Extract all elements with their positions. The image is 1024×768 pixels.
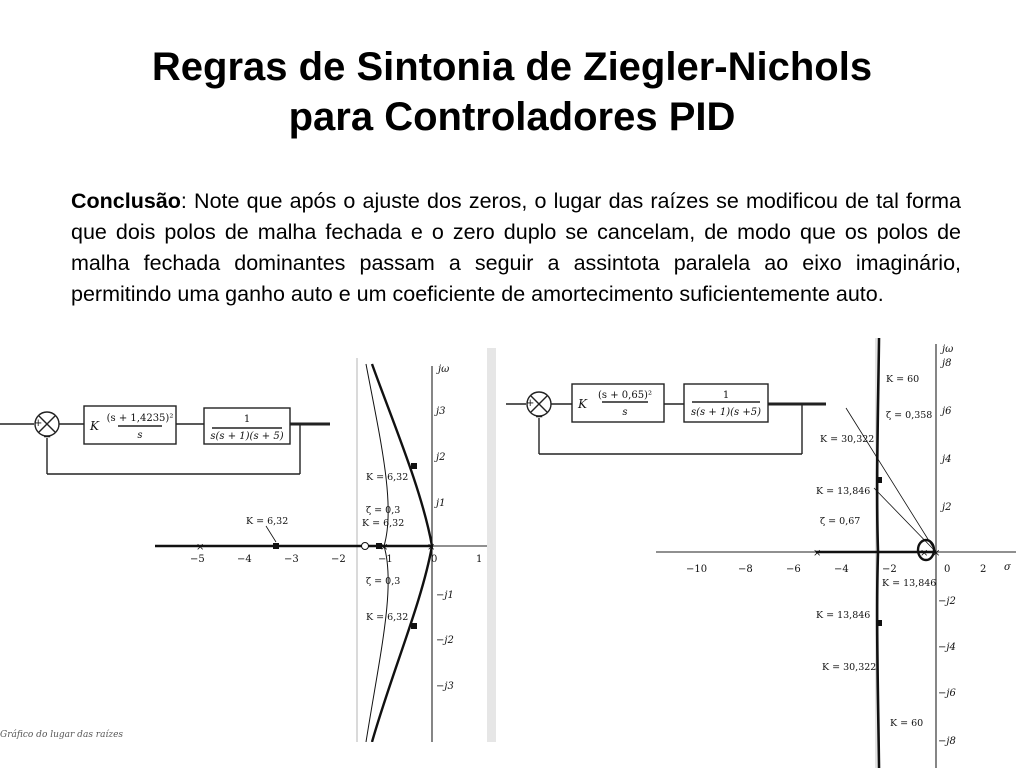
left-y-tick: j1 [436,498,446,509]
right-controller-k: K [578,397,587,411]
right-label-k13-bottom: K = 13,846 [816,610,871,621]
right-label-k60-top: K = 60 [886,374,920,385]
left-label-k-real: K = 6,32 [246,516,289,527]
left-label-zeta-upper: ζ = 0,3 [366,505,401,516]
left-x-tick: 1 [476,554,483,565]
left-controller-k: K [90,419,99,433]
left-y-tick: −j2 [436,635,454,646]
left-sum-plus: + [34,418,43,429]
left-label-k-upper-axis: K = 6,32 [362,518,405,529]
right-y-tick: j2 [942,502,952,513]
left-plant-num: 1 [243,414,251,425]
left-x-tick: −1 [378,554,393,565]
title-line-1: Regras de Sintonia de Ziegler-Nichols [151,45,873,89]
left-y-tick: j2 [436,452,446,463]
right-label-k30-bottom: K = 30,322 [822,662,877,673]
left-y-tick: −j3 [436,681,454,692]
left-label-k-lower: K = 6,32 [366,612,409,623]
svg-text:×: × [380,542,389,553]
left-x-tick: −2 [331,554,346,565]
right-axis-jw: jω [942,344,954,355]
left-sum-minus: − [43,432,52,443]
left-figure [0,348,496,742]
right-y-tick: j8 [942,358,952,369]
title-line-2: para Controladores PID [288,95,736,139]
right-label-k60-bottom: K = 60 [890,718,924,729]
right-label-zeta-067: ζ = 0,67 [820,516,861,527]
right-controller-den: s [622,407,628,418]
left-y-tick: −j1 [436,590,454,601]
right-controller-num: (s + 0,65)² [598,390,652,401]
right-y-tick: −j2 [938,596,956,607]
svg-text:×: × [427,542,436,553]
svg-text:×: × [196,542,205,553]
right-figure-svg [496,338,1024,768]
left-x-ticks [190,554,482,565]
right-label-k13-axis: K = 13,846 [882,578,937,589]
right-x-tick: 0 [944,564,951,575]
right-sum-plus: + [526,398,535,409]
right-x-ticks [686,564,986,575]
right-x-tick: −4 [834,564,849,575]
conclusion-separator: : [180,189,187,213]
right-y-tick: −j6 [938,688,956,699]
left-y-tick: j3 [436,406,446,417]
left-figure-svg [0,348,496,742]
right-figure [496,338,1024,768]
right-label-k13-top: K = 13,846 [816,486,871,497]
left-root-locus [155,364,432,742]
left-label-zeta-lower: ζ = 0,3 [366,576,401,587]
conclusion-paragraph [71,186,961,310]
right-x-tick: −10 [686,564,708,575]
left-label-k-upper: K = 6,32 [366,472,409,483]
left-axis-jw: jω [438,364,450,375]
left-x-tick: −5 [190,554,205,565]
svg-text:×: × [813,548,822,559]
left-x-tick: −3 [284,554,299,565]
right-y-tick: j6 [942,406,952,417]
conclusion-text: Note que após o ajuste dos zeros, o lugar das raízes se modificou de tal forma que dois polos de malha fechada e o zero duplo se cancelam, de modo que os polos de malha fechada dominantes passam a seguir a assintota paralela ao eixo imaginário, permitindo uma ganho auto e um coeficiente de amortecimento suficientemente auto. [71,189,961,306]
right-sum-minus: − [535,412,544,423]
left-x-tick: 0 [431,554,438,565]
left-controller-den: s [137,430,143,441]
slide-title [0,42,1024,142]
left-x-tick: −4 [237,554,252,565]
right-y-tick: j4 [942,454,952,465]
right-plant-num: 1 [722,390,730,401]
left-controller-num: (s + 1,4235)² [106,413,174,424]
svg-text:×: × [920,548,929,559]
left-y-ticks [434,406,454,692]
right-x-tick: −6 [786,564,801,575]
right-block-diagram [506,384,826,454]
left-figure-caption: Gráfico do lugar das raízes [0,730,124,740]
left-plant-den: s(s + 1)(s + 5) [210,431,284,442]
right-y-tick: −j8 [938,736,956,747]
right-x-tick: 2 [980,564,987,575]
right-y-tick: −j4 [938,642,956,653]
conclusion-label: Conclusão [71,189,181,213]
right-plant-den: s(s + 1)(s +5) [690,407,762,418]
right-x-tick: −8 [738,564,753,575]
right-axis-sigma: σ [1004,562,1011,573]
svg-text:×: × [932,548,941,559]
right-x-tick: −2 [882,564,897,575]
right-label-k30-top: K = 30,322 [820,434,875,445]
right-label-zeta-358: ζ = 0,358 [886,410,933,421]
